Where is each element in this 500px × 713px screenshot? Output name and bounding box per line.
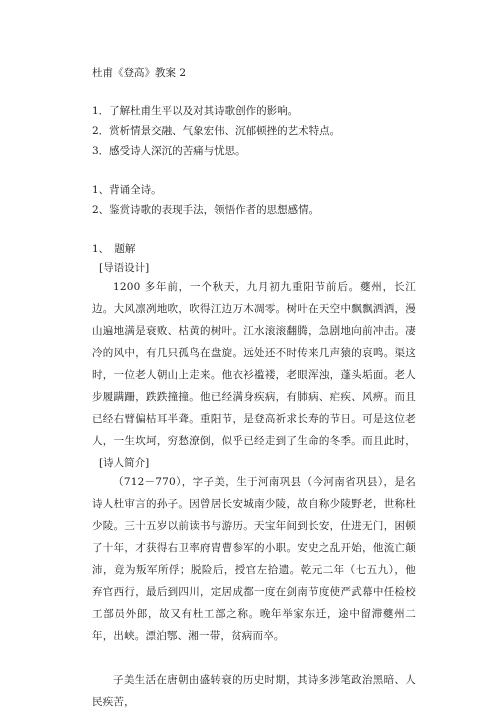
poet-label: [诗人简介] — [99, 457, 150, 469]
document-title: 杜甫《登高》教案 2 — [92, 67, 187, 79]
intro-label: [导语设计] — [99, 262, 150, 274]
closing-paragraph: 子美生活在唐朝由盛转衰的历史时期，其诗多涉笔政治黑暗、人民疾苦， — [92, 674, 416, 708]
objective-item: 2．赏析情景交融、气象宏伟、沉郁顿挫的艺术特点。 — [92, 125, 341, 137]
objective-item: 3．感受诗人深沉的苦痛与忧思。 — [92, 145, 246, 157]
objective-item: 1．了解杜甫生平以及对其诗歌创作的影响。 — [92, 105, 299, 117]
key-point-item: 1、背诵全诗。 — [92, 184, 162, 196]
intro-paragraph: 1200 多年前，一个秋天，九月初九重阳节前后。夔州，长江边。大风凛冽地吹，吹得江边万木凋零。树叶在天空中飘飘洒洒，漫山遍地满是衰败、枯黄的树叶。江水滚滚翻腾，急剧地向前冲击。凄冷的风中，有几只孤鸟在盘旋。远处还不时传来几声猿的哀鸣。渠这时，一位老人朝山上走来。他衣衫褴褛，老眼浑浊，蓬头垢面。老人步履蹒跚，跌跌撞撞。他已经满身疾病，有肺病、疟疾、风痹。而且已经右臂偏枯耳半聋。重阳节，是登高祈求长寿的节日。可是这位老人，一生坎坷，穷愁潦倒，似乎已经走到了生命的冬季。而且此时， — [92, 281, 416, 447]
poet-paragraph: （712－770），字子美，生于河南巩县（今河南省巩县），是名诗人杜审言的孙子。因曾居长安城南少陵，故自称少陵野老，世称杜少陵。三十五岁以前读书与游历。天宝年间到长安，仕进无门，困顿了十年，才获得右卫率府胄曹参军的小职。安史之乱开始，他流亡颠沛，竟为叛军所俘；脱险后，授官左拾遗。乾元二年（七五九），他弃官西行，最后到四川，定居成都一度在剑南节度使严武幕中任检校工部员外郎，故又有杜工部之称。晚年举家东迁，途中留滞夔州二年，出峡。漂泊鄂、湘一带，贫病而卒。 — [92, 476, 416, 642]
section-heading: 1、 题解 — [92, 243, 136, 255]
key-point-item: 2、鉴赏诗歌的表现手法，领悟作者的思想感情。 — [92, 204, 320, 216]
